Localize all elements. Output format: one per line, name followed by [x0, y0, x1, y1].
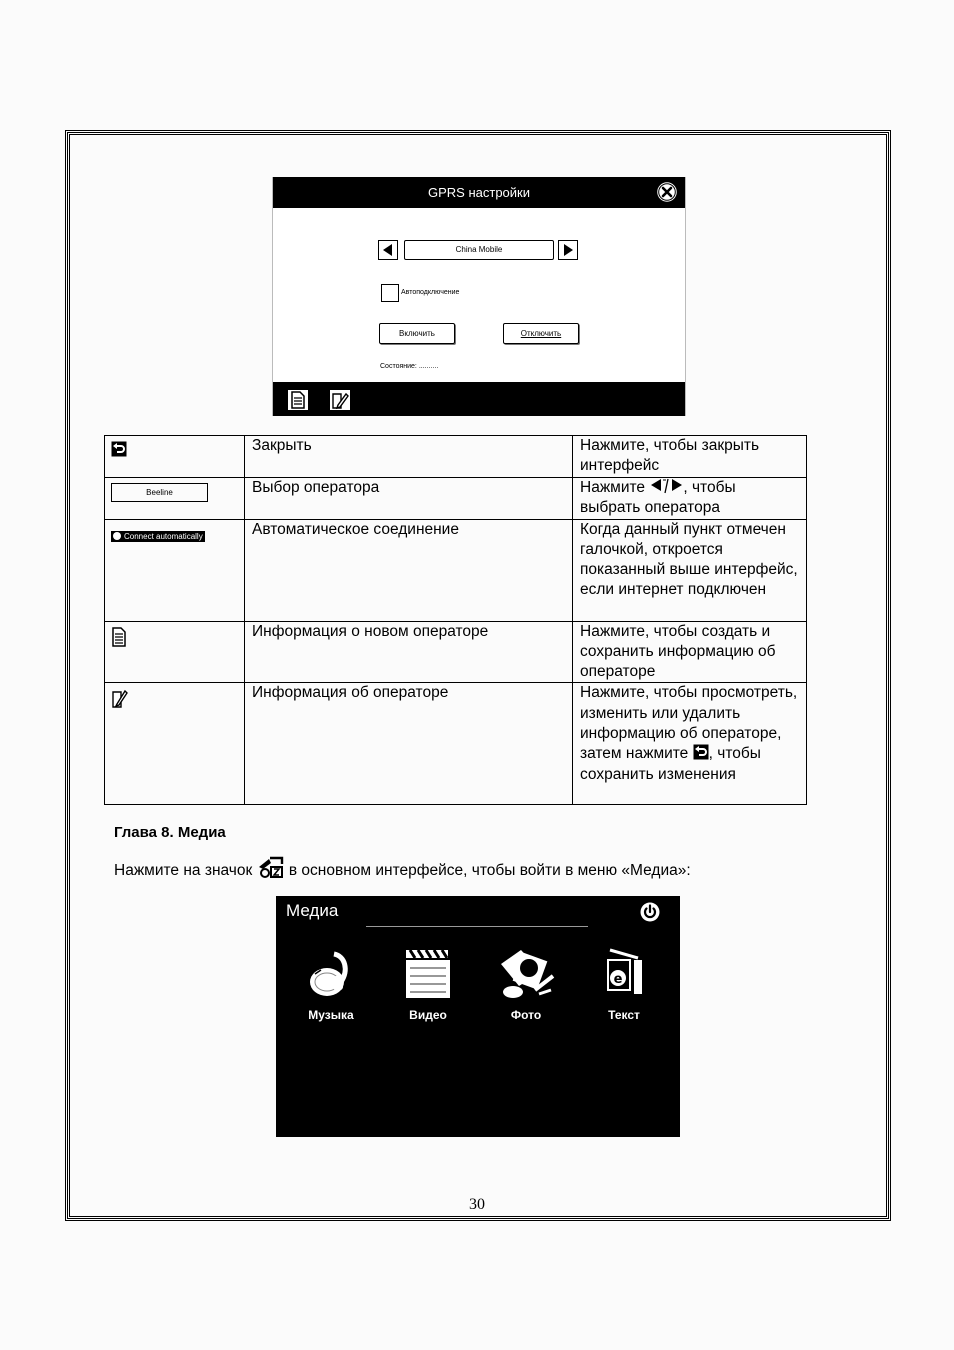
table-cell-name: Информация об операторе — [245, 683, 573, 805]
table-cell-icon — [105, 478, 245, 520]
paragraph-text-post: в основном интерфейсе, чтобы войти в меню «Медиа»: — [288, 862, 691, 879]
autoconnect-label: Автоподключение — [401, 289, 460, 296]
gprs-title-bar — [273, 177, 685, 208]
table-cell-desc: Нажмите, чтобы закрыть интерфейс — [573, 436, 807, 478]
operator-field[interactable]: China Mobile — [404, 240, 554, 260]
media-item-text[interactable] — [584, 946, 664, 1022]
table-cell-desc: Нажмите, чтобы создать и сохранить информацию об операторе — [573, 621, 807, 683]
table-cell-desc — [573, 683, 807, 805]
clapperboard-icon — [398, 946, 458, 1002]
autoconnect-checkbox[interactable] — [381, 284, 399, 302]
media-item-photo[interactable] — [486, 946, 566, 1022]
edit-icon — [111, 688, 129, 708]
connect-button[interactable]: Включить — [379, 323, 455, 344]
back-icon — [111, 441, 127, 457]
connect-automatically-sample — [111, 531, 205, 542]
gprs-settings-screenshot — [272, 177, 686, 416]
media-label-photo: Фото — [510, 1008, 542, 1022]
media-label-text: Текст — [608, 1008, 640, 1022]
desc-text-post: , чтобы выбрать оператора — [580, 479, 736, 517]
close-icon[interactable] — [655, 180, 679, 204]
table-cell-name: Выбор оператора — [245, 478, 573, 520]
table-cell-name: Автоматическое соединение — [245, 519, 573, 621]
svg-text:e: e — [613, 972, 623, 987]
chapter-heading: Глава 8. Медиа — [114, 824, 226, 841]
table-row — [105, 683, 807, 805]
right-arrow-icon — [559, 241, 577, 259]
edit-operator-icon[interactable] — [329, 389, 351, 411]
media-item-video[interactable] — [388, 946, 468, 1022]
media-title: Медиа — [286, 901, 339, 920]
operator-sample-field: Beeline — [111, 483, 208, 502]
table-cell-icon — [105, 683, 245, 805]
left-arrow-icon — [379, 241, 397, 259]
paragraph-text-pre: Нажмите на значок — [114, 862, 253, 879]
table-row — [105, 519, 807, 621]
connect-automatically-label: Connect automatically — [124, 531, 203, 541]
gprs-title: GPRS настройки — [428, 185, 530, 200]
page-number: 30 — [469, 1196, 485, 1213]
table-row — [105, 436, 807, 478]
table-cell-icon — [105, 436, 245, 478]
media-label-music: Музыка — [308, 1008, 354, 1022]
radio-dot-icon — [113, 532, 121, 540]
table-row — [105, 621, 807, 683]
back-icon — [693, 744, 709, 760]
table-cell-icon — [105, 519, 245, 621]
left-right-arrows-icon — [649, 478, 683, 494]
table-cell-name: Закрыть — [245, 436, 573, 478]
media-menu-screenshot — [276, 896, 680, 1137]
disconnect-button[interactable]: Отключить — [503, 323, 579, 344]
next-operator-button[interactable] — [558, 240, 578, 260]
media-icon — [257, 855, 285, 879]
status-text: Состояние: .......... — [380, 363, 439, 370]
new-operator-icon[interactable] — [287, 389, 309, 411]
table-cell-name: Информация о новом операторе — [245, 621, 573, 683]
table-row — [105, 478, 807, 520]
title-divider — [366, 926, 588, 927]
music-icon — [301, 946, 361, 1002]
desc-text-post: , чтобы сохранить изменения — [580, 745, 761, 783]
document-icon — [111, 627, 127, 647]
settings-table — [104, 435, 807, 805]
table-cell-desc: Когда данный пункт отмечен галочкой, откроется показанный выше интерфейс, если интернет подключен — [573, 519, 807, 621]
media-item-music[interactable] — [291, 946, 371, 1022]
media-label-video: Видео — [409, 1008, 447, 1022]
gprs-bottom-bar — [273, 382, 685, 416]
photo-icon — [491, 946, 561, 1002]
desc-text-pre: Нажмите — [580, 479, 646, 496]
table-cell-icon — [105, 621, 245, 683]
prev-operator-button[interactable] — [378, 240, 398, 260]
desc-text-pre: Нажмите, чтобы просмотреть, изменить или удалить информацию об операторе, затем нажмите — [580, 684, 798, 763]
power-icon[interactable] — [640, 902, 660, 922]
chapter-paragraph — [114, 855, 691, 880]
table-cell-desc — [573, 478, 807, 520]
ebook-icon — [594, 946, 654, 1002]
